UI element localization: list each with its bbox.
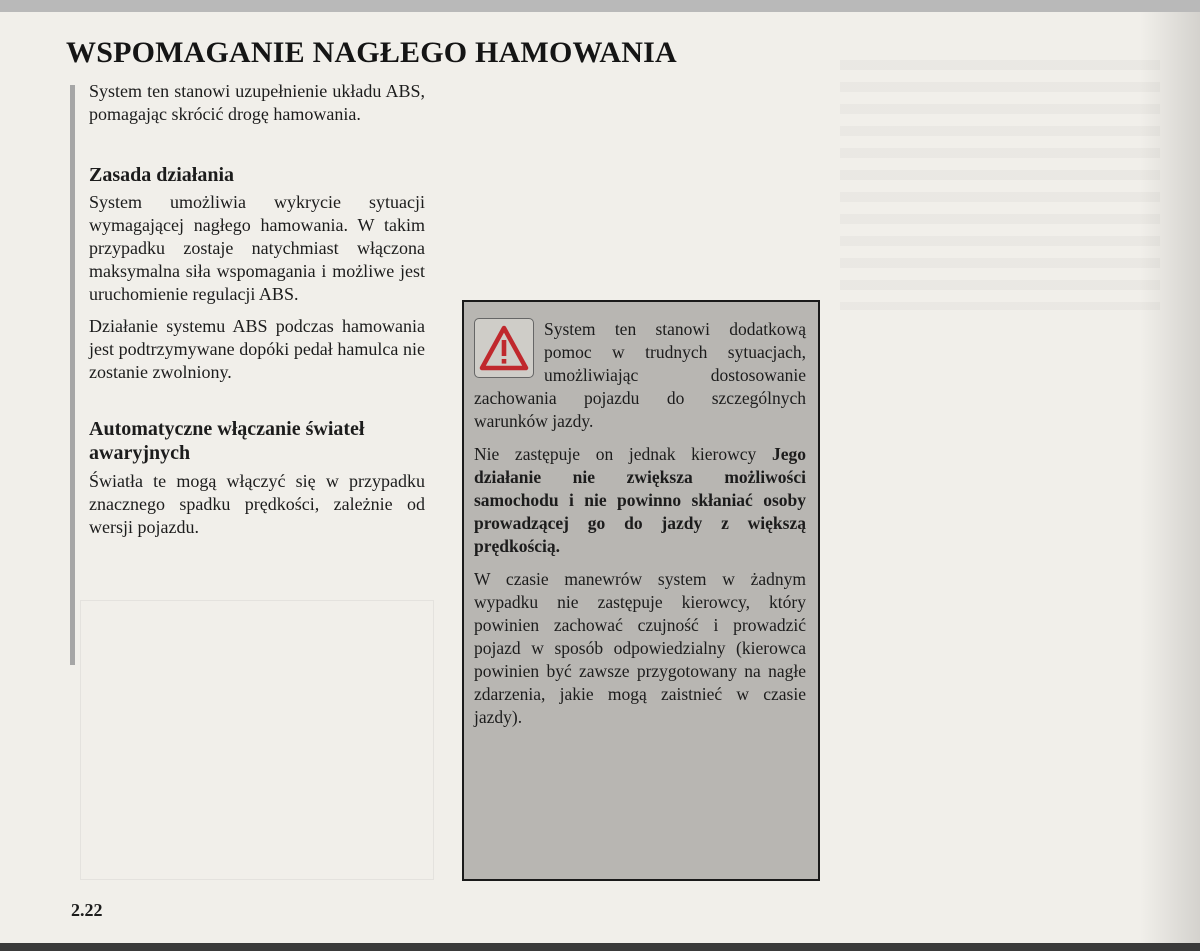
left-column: [89, 80, 425, 539]
warning-paragraph-2-bold: Jego działanie nie zwiększa możliwości samochodu i nie powinno skłaniać osoby prowadzącej go do jazdy z większą prędkością.: [474, 444, 806, 556]
warning-content: [474, 318, 806, 729]
warning-paragraph-1: System ten stanowi dodatkową pomoc w trudnych sytuacjach, umożliwiając dostosowanie zachowania pojazdu do szczególnych warunków jazdy.: [474, 319, 806, 431]
bleed-through-box: [80, 600, 434, 880]
warning-paragraph-2-normal: Nie zastępuje on jednak kierowcy: [474, 444, 757, 464]
page-heading: WSPOMAGANIE NAGŁEGO HAMOWANIA: [66, 36, 677, 69]
warning-triangle-icon: [474, 318, 534, 378]
hazard-lights-paragraph: Światła te mogą włączyć się w przypadku znacznego spadku prędkości, zależnie od wersji pojazdu.: [89, 471, 425, 537]
page-number: 2.22: [71, 900, 103, 920]
scan-top-edge: [0, 0, 1200, 12]
bleed-through-text: [840, 60, 1160, 310]
warning-box: [462, 300, 820, 881]
operation-paragraph-1: System umożliwia wykrycie sytuacji wymagającej nagłego hamowania. W takim przypadku zostaje natychmiast włączona maksymalna siła wspomagania i możliwe jest uruchomienie regulacji ABS.: [89, 192, 425, 304]
intro-paragraph: System ten stanowi uzupełnienie układu ABS, pomagając skrócić drogę hamowania.: [89, 81, 425, 124]
page-fold-shadow: [1140, 12, 1200, 943]
section-title-hazard-lights: Automatyczne włączanie świateł awaryjnych: [89, 418, 365, 464]
section-margin-bar: [70, 85, 75, 665]
scan-bottom-edge: [0, 943, 1200, 951]
warning-paragraph-2: [474, 443, 806, 558]
warning-paragraph-3: W czasie manewrów system w żadnym wypadku nie zastępuje kierowcy, który powinien zachować czujność i prowadzić pojazd w sposób odpowiedzialny (kierowca powinien być zawsze przygotowany na nagłe zdarzenia, jakie mogą zaistnieć w czasie jazdy).: [474, 569, 806, 727]
operation-paragraph-2: Działanie systemu ABS podczas hamowania jest podtrzymywane dopóki pedał hamulca nie zostanie zwolniony.: [89, 316, 425, 382]
section-title-operation: Zasada działania: [89, 164, 235, 186]
